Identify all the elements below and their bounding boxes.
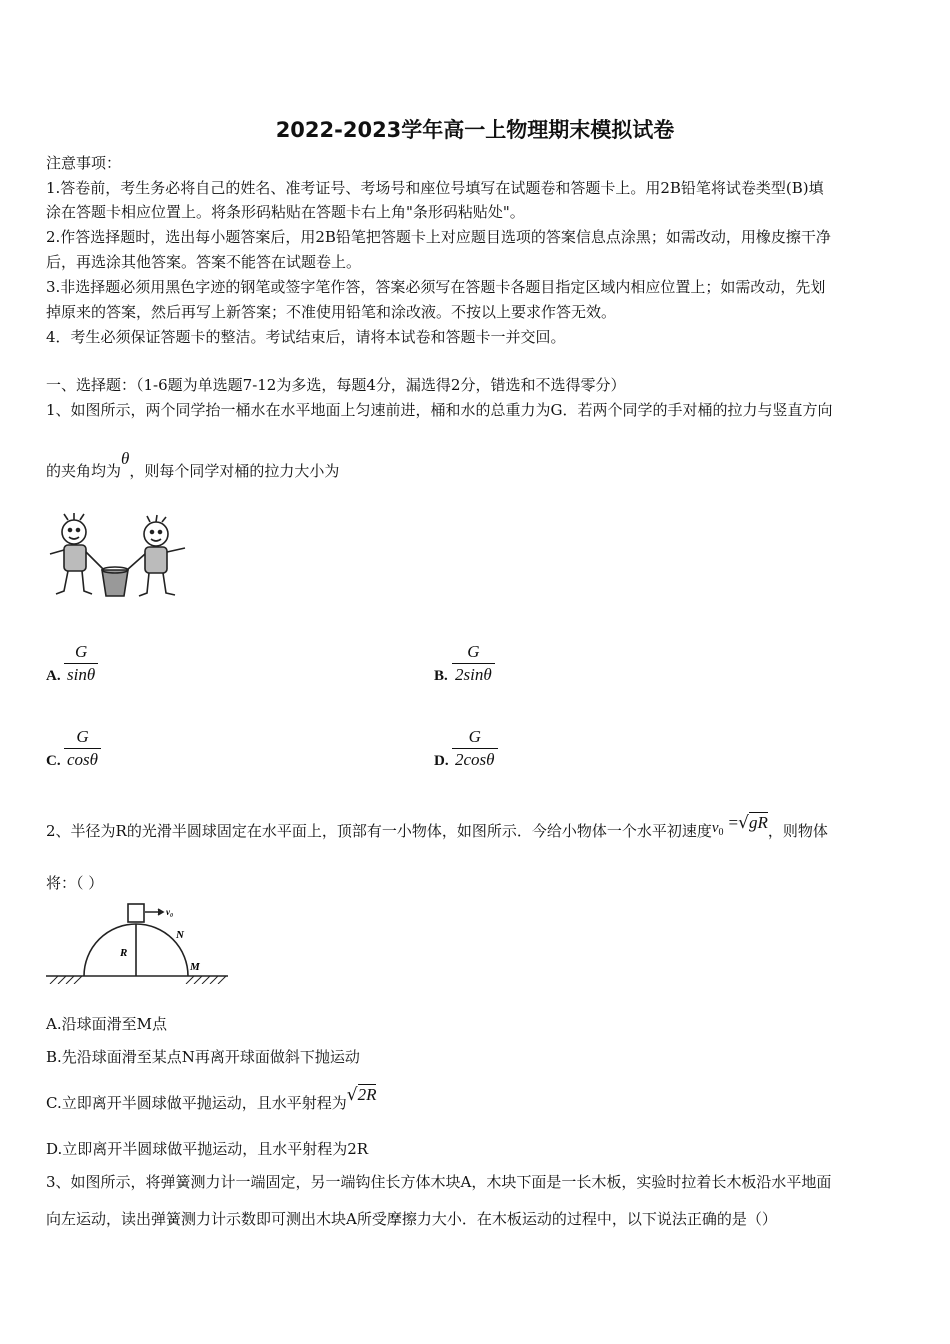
q1-option-label: B. [434, 668, 448, 684]
section-heading: 一、选择题：（1-6题为单选题7-12为多选，每题4分，漏选得2分，错选和不选得零分） [46, 376, 626, 394]
q2-stem-line2: 将：（ ） [46, 874, 104, 892]
q2-option-c-value: 2R [357, 1085, 377, 1104]
notes-heading: 注意事项： [46, 154, 122, 172]
fraction-denominator: sinθ [67, 665, 96, 684]
q1-stem-line2 [46, 449, 908, 482]
q1-figure [44, 510, 192, 606]
fraction-bar [452, 748, 498, 749]
q1-option-label: C. [46, 753, 61, 769]
fraction-denominator: 2cosθ [455, 750, 495, 769]
v0-subscript: 0 [718, 827, 724, 838]
q1-option-fraction [64, 727, 101, 770]
note-3a: 3.非选择题必须用黑色字迹的钢笔或签字笔作答，答案必须写在答题卡各题目指定区域内相应位置上；如需改动，先划 [46, 278, 826, 296]
q2-option-d: D.立即离开半圆球做平抛运动，且水平射程为2R [46, 1140, 369, 1158]
q3-stem-line1: 3、如图所示，将弹簧测力计一端固定，另一端钩住长方体木块A，木块下面是一长木板，实验时拉着长木板沿水平地面 [46, 1173, 832, 1191]
q1-option-fraction [452, 642, 495, 685]
v0-symbol: v [711, 820, 719, 836]
fraction-numerator: G [467, 642, 480, 661]
fraction-bar [452, 663, 495, 664]
q1-option-fraction [64, 642, 98, 685]
q2-option-c [46, 1085, 908, 1114]
fig-label-r: R [120, 947, 128, 959]
fig-label-v0: v₀ [166, 907, 174, 917]
page-title: 2022-2023学年高一上物理期末模拟试卷 [275, 118, 675, 142]
fraction-numerator: G [74, 642, 88, 661]
fraction-denominator: cosθ [67, 750, 99, 769]
fraction-numerator: G [76, 727, 89, 746]
sqrt-sign: √ [738, 813, 749, 833]
sqrt-gr: gR [748, 813, 768, 832]
q3-stem-line2: 向左运动，读出弹簧测力计示数即可测出木块A所受摩擦力大小．在木板运动的过程中，以下说法正确的是（） [46, 1210, 777, 1228]
note-2b: 后，再选涂其他答案。答案不能答在试题卷上。 [46, 253, 362, 271]
note-2a: 2.作答选择题时，选出每小题答案后，用2B铅笔把答题卡上对应题目选项的答案信息点涂黑；如需改动，用橡皮擦干净 [46, 228, 831, 246]
q2-stem-line1 [46, 813, 908, 845]
q2-option-b: B.先沿球面滑至某点N再离开球面做斜下抛运动 [46, 1048, 360, 1066]
note-1a: 1.答卷前，考生务必将自己的姓名、准考证号、考场号和座位号填写在试题卷和答题卡上。用2B铅笔将试卷类型(B)填 [46, 179, 824, 197]
q2-figure [46, 900, 230, 984]
note-3b: 掉原来的答案，然后再写上新答案；不准使用铅笔和涂改液。不按以上要求作答无效。 [46, 303, 617, 321]
note-4: 4．考生必须保证答题卡的整洁。考试结束后，请将本试卷和答题卡一并交回。 [46, 328, 566, 346]
fig-label-n: N [176, 929, 184, 941]
q1-stem-line1: 1、如图所示，两个同学抬一桶水在水平地面上匀速前进，桶和水的总重力为G．若两个同学的手对桶的拉力与竖直方向 [46, 401, 833, 419]
q2-option-c-text: C.立即离开半圆球做平抛运动，且水平射程为 [46, 1094, 347, 1112]
q2-text-b: ，则物体 [767, 822, 828, 840]
q1-option-fraction [452, 727, 498, 770]
q2-text-a: 2、半径为R的光滑半圆球固定在水平面上，顶部有一小物体，如图所示．今给小物体一个水平初速度 [46, 822, 712, 840]
sqrt-sign-c: √ [346, 1085, 358, 1105]
fraction-bar [64, 748, 101, 749]
q1-option-label: A. [46, 668, 61, 684]
theta-symbol: θ [121, 449, 130, 468]
fraction-numerator: G [468, 727, 481, 746]
q1-option-label: D. [434, 753, 449, 769]
fraction-denominator: 2sinθ [455, 665, 492, 684]
q1-text-b: ，则每个同学对桶的拉力大小为 [129, 462, 340, 480]
note-1b: 涂在答题卡相应位置上。将条形码粘贴在答题卡右上角"条形码粘贴处"。 [46, 203, 525, 221]
equals-sign: = [728, 813, 739, 832]
fig-label-m: M [190, 961, 200, 973]
fraction-bar [64, 663, 98, 664]
q2-option-a: A.沿球面滑至M点 [46, 1015, 167, 1033]
q1-text-a: 的夹角均为 [46, 462, 122, 480]
